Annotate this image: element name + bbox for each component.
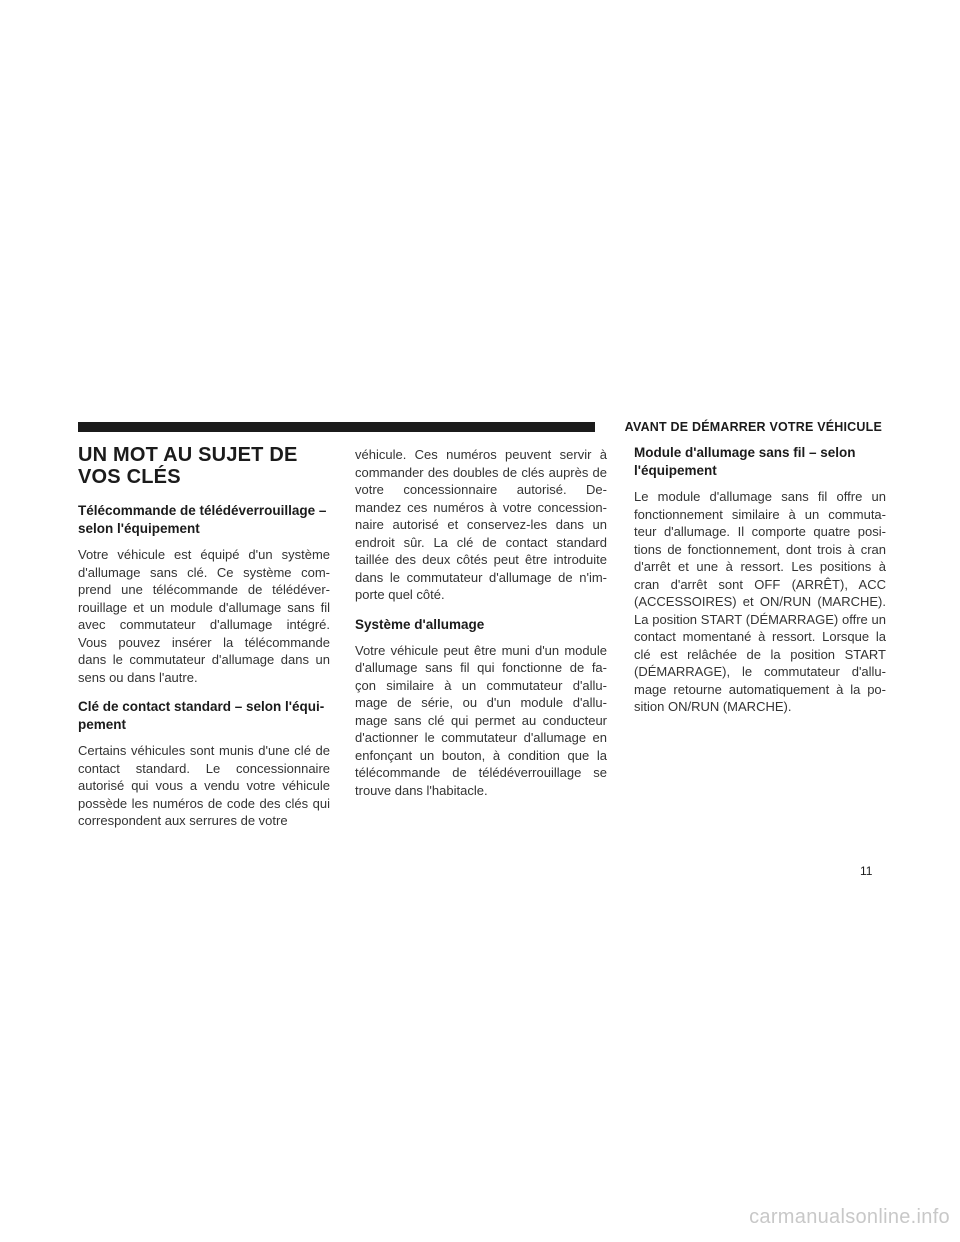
paragraph-remote: Votre véhicule est équipé d'un système d'allumage sans clé. Ce système com- prend une télécommande de télédéver- rouillage et un module d'allumage sans fil avec commutateur d'allumage intégré. Vous pouvez insérer la télécommande dans le commutateur d'allumage dans un sens ou dans l'autre. — [78, 547, 330, 685]
section-title: AVANT DE DÉMARRER VOTRE VÉHICULE — [624, 420, 882, 434]
heading-standard-key: Clé de contact standard – selon l'équi- pement — [78, 699, 325, 732]
column-1 — [78, 444, 330, 842]
paragraph-wireless-module: Le module d'allumage sans fil offre un fonctionnement similaire à un commuta- teur d'allumage. Il comporte quatre posi- tions de fonctionnement, dont trois à cran d'arrêt et une à ressort. Les positions à cran d'arrêt sont OFF (ARRÊT), ACC (ACCESSOIRES) et ON/RUN (MARCHE). La position START (DÉMARRAGE) offre un contact momentané à ressort. Lorsque la clé est relâchée de la position START (DÉMARRAGE), le commutateur d'allu- mage retourne automatiquement à la po- sition ON/RUN (MARCHE). — [634, 489, 886, 714]
column-3 — [634, 444, 886, 728]
page-title: UN MOT AU SUJET DE VOS CLÉS — [78, 444, 298, 488]
watermark: carmanualsonline.info — [749, 1206, 950, 1228]
paragraph-continued: véhicule. Ces numéros peuvent servir à commander des doubles de clés auprès de votre concessionnaire autorisé. De- mandez ces numéros à votre concession- naire autorisé et conservez-les dans un endroit sûr. La clé de contact standard taillée des deux côtés peut être introduite dans le commutateur d'allumage de n'im- porte quel côté. — [355, 447, 607, 602]
paragraph-ignition: Votre véhicule peut être muni d'un module d'allumage sans fil qui fonctionne de fa- çon similaire à un commutateur d'allu- mage de série, ou d'un module d'allu- mage sans clé qui permet au conducteur d'actionner le commutateur d'allumage en enfonçant un bouton, à condition que la télécommande de télédéverrouillage se trouve dans l'habitacle. — [355, 642, 607, 798]
header-rule — [78, 422, 595, 432]
column-2 — [355, 446, 607, 811]
heading-remote: Télécommande de télédéverrouillage – selon l'équipement — [78, 503, 327, 536]
heading-wireless-module: Module d'allumage sans fil – selon l'équipement — [634, 445, 856, 478]
page-number: 11 — [860, 864, 873, 878]
paragraph-standard-key: Certains véhicules sont munis d'une clé de contact standard. Le concessionnaire autorisé qui vous a vendu votre véhicule possède les numéros de code des clés qui correspondent aux serrures de votre — [78, 743, 330, 828]
heading-ignition: Système d'allumage — [355, 616, 485, 632]
